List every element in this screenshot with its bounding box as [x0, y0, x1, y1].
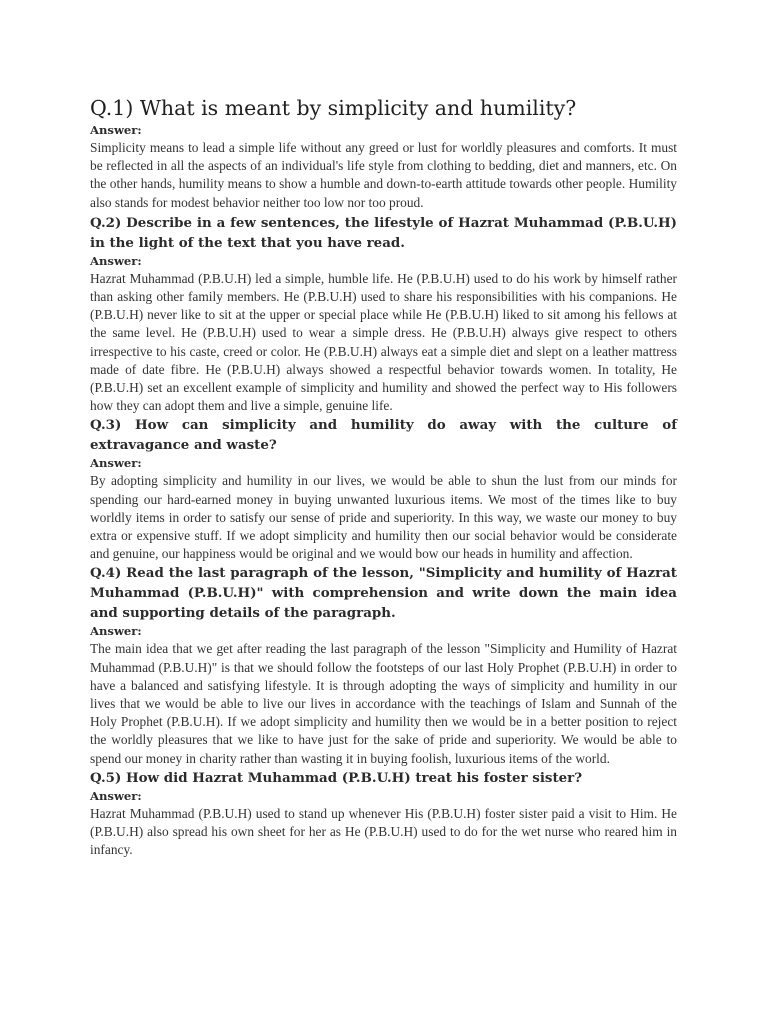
answer-label: Answer: [90, 456, 142, 471]
answer-text: Hazrat Muhammad (P.B.U.H) led a simple, humble life. He (P.B.U.H) used to do his work by himself rather than asking other family members. He (P.B.U.H) used to share his responsibilities with his companions. He (P.B.U.H) never like to sit at the upper or special place while He (P.B.U.H) liked to sit among his fellows at the same level. He (P.B.U.H) used to wear a simple dress. He (P.B.U.H) always give respect to others irrespective to his caste, creed or color. He (P.B.U.H) always eat a simple diet and slept on a leather mattress made of date fibre. He (P.B.U.H) always showed a respectful behavior towards women. In totality, He (P.B.U.H) set an excellent example of simplicity and humility and showed the perfect way to His followers how they can adopt them and live a simple, genuine life. [90, 270, 677, 414]
answer-text: Simplicity means to lead a simple life without any greed or lust for worldly pleasures and comforts. It must be reflected in all the aspects of an individual's life style from clothing to bedding, diet and manners, etc. On the other hands, humility means to show a humble and down-to-earth attitude towards other people. Humility also stands for modest behavior neither too low nor too proud. [90, 140, 677, 210]
qa-block-q4 [90, 563, 677, 767]
question-heading: Q.4) Read the last paragraph of the lesson, "Simplicity and humility of Hazrat Muhammad (P.B.U.H)" with comprehension and write down the main idea and supporting details of the paragraph. [90, 565, 677, 622]
qa-block-q2 [90, 213, 677, 416]
answer-text: Hazrat Muhammad (P.B.U.H) used to stand up whenever His (P.B.U.H) foster sister paid a visit to Him. He (P.B.U.H) also spread his own sheet for her as He (P.B.U.H) used to do for the wet nurse who reared him in infancy. [90, 805, 677, 858]
answer-label: Answer: [90, 253, 142, 268]
page-title: Q.1) What is meant by simplicity and humility? [90, 96, 577, 120]
answer-label: Answer: [90, 788, 142, 803]
answer-text: The main idea that we get after reading the last paragraph of the lesson "Simplicity and Humility of Hazrat Muhammad (P.B.U.H)" is that we should follow the footsteps of our last Holy Prophet (P.B.U.H) in order to have a balanced and satisfying lifestyle. It is through adopting the ways of simplicity and humility in our lives that we would be able to live our lives in accordance with the teachings of Islam and Sunnah of the Holy Prophet (P.B.U.H). If we adopt simplicity and humility then we would be in a better position to reject the worldly pleasures that we like to have just for the sake of pride and superiority. We would be able to spend our money in charity rather than wasting it in buying foolish, luxurious items of the world. [90, 641, 677, 766]
question-heading: Q.2) Describe in a few sentences, the lifestyle of Hazrat Muhammad (P.B.U.H) in the light of the text that you have read. [90, 214, 677, 251]
question-heading: Q.5) How did Hazrat Muhammad (P.B.U.H) treat his foster sister? [90, 769, 583, 786]
answer-label: Answer: [90, 624, 142, 639]
qa-block-q1 [90, 94, 677, 212]
document-page [90, 94, 677, 859]
answer-label: Answer: [90, 123, 142, 137]
question-heading: Q.3) How can simplicity and humility do away with the culture of extravagance and waste? [90, 417, 677, 454]
qa-block-q5 [90, 768, 677, 860]
qa-block-q3 [90, 415, 677, 563]
answer-text: By adopting simplicity and humility in our lives, we would be able to shun the lust from our minds for spending our hard-earned money in buying unwanted luxurious items. We most of the times like to buy worldly items in order to satisfy our sense of pride and superiority. In this way, we waste our money to buy extra or expensive stuff. If we adopt simplicity and humility then our social behavior would be considerate and genuine, our happiness would be original and we would bow our heads in humility and affection. [90, 473, 677, 562]
